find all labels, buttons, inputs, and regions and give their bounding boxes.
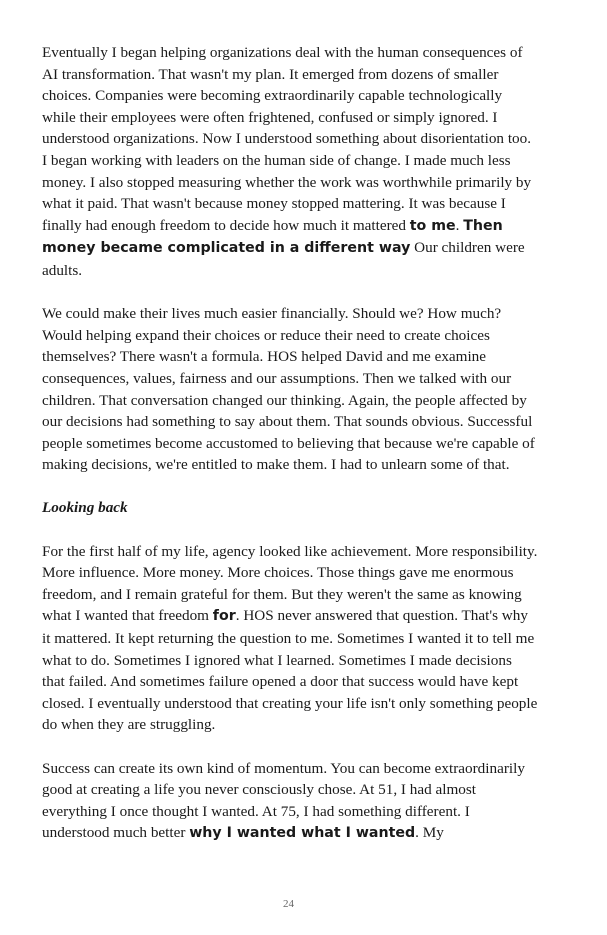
page-number: 24	[283, 898, 294, 910]
emphasis-for: for	[212, 608, 236, 625]
paragraph-text: .	[455, 216, 464, 234]
paragraph-text: Eventually I began helping organizations deal with the human consequences of AI transformation. That wasn't my plan. It emerged from dozens of smaller choices. Companies were becoming extraordinarily capable technologically while their employees were often frightened, confused or simply ignored. I understood organizations. Now I understood something about disorientation too. I began working with leaders on the human side of change. I made much less money. I also stopped measuring whether the work was worthwhile primarily by what it paid. That wasn't because money stopped mattering. It was because I finally had enough freedom to decide how much it mattered	[42, 44, 532, 234]
page-body	[42, 42, 538, 867]
paragraph-text: Success can create its own kind of momentum. You can become extraordinarily good at creating a life you never consciously chose. At 51, I had almost everything I once thought I wanted. At 75, I had something different. I understood much better	[42, 759, 525, 842]
paragraph-agency	[42, 541, 538, 736]
emphasis-money-complicated: Then money became complicated in a different way	[42, 217, 503, 257]
paragraph-success-momentum	[42, 758, 538, 845]
paragraph-text: . HOS never answered that question. That's why it mattered. It kept returning the question to me. Sometimes I wanted it to tell me what to do. Sometimes I ignored what I learned. Sometimes I made decisions that failed. And sometimes failure opened a door that success would have kept closed. I eventually understood that creating your life isn't only something people do when they are struggling.	[42, 607, 538, 734]
paragraph-text: Our children were adults.	[42, 239, 525, 279]
section-heading: Looking back	[42, 499, 128, 517]
paragraph-children-finances: We could make their lives much easier financially. Should we? How much? Would helping expand their choices or reduce their need to create choices themselves? There wasn't a formula. HOS helped David and me examine consequences, values, fairness and our assumptions. Then we talked with our children. That conversation changed our thinking. Again, the people affected by our decisions had something to say about them. That sounds obvious. Successful people sometimes become accustomed to believing that because we're capable of making decisions, we're entitled to make them. I had to unlearn some of that.	[42, 305, 535, 474]
emphasis-to-me: to me	[409, 217, 456, 234]
emphasis-why-i-wanted: why I wanted what I wanted	[189, 825, 416, 842]
paragraph-text: . My	[415, 824, 444, 842]
paragraph-ai-transformation	[42, 42, 538, 282]
paragraph-text: For the first half of my life, agency looked like achievement. More responsibility. More influence. More money. More choices. Those things gave me enormous freedom, and I remain grateful for them. But they weren't the same as knowing what I wanted that freedom	[42, 542, 538, 625]
